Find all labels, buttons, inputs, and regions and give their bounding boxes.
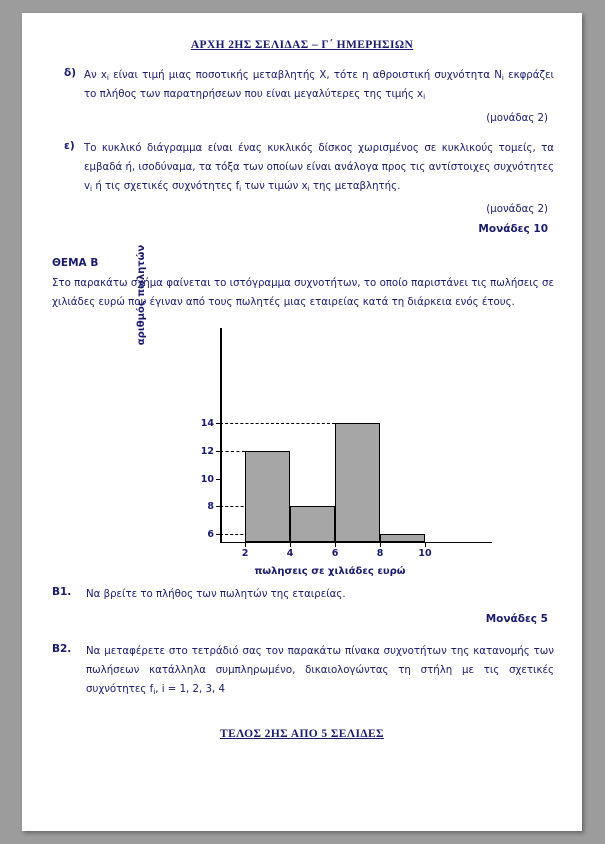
question-epsilon-text-3: των τιμών x — [241, 180, 308, 192]
question-epsilon-text-1: Το κυκλικό διάγραμμα είναι ένας κυκλικός δίσκος χωρισμένος σε κυκλικούς τομείς, τα εμβαδά ή, ισοδύναμα, τα τόξα των οποίων είναι ανάλογα προς τις αντίστοιχες συχνότητες v — [84, 142, 554, 192]
chart-guide-14 — [220, 423, 335, 424]
question-b2-text-1: Να μεταφέρετε στο τετράδιό σας τον παρακάτω πίνακα συχνοτήτων της κατανομής των πωλήσεων κατάλληλα συμπληρωμένο, δικαιολογώντας τη στήλη με τις σχετικές συχνότητες f — [86, 645, 554, 695]
chart-x-tickmark-4 — [290, 542, 291, 547]
chart-x-tick-2: 2 — [241, 548, 249, 560]
chart-x-tick-4: 4 — [286, 548, 294, 560]
question-epsilon-units: (μονάδας 2) — [486, 204, 548, 216]
chart-y-tick-8: 8 — [207, 501, 214, 513]
chart-x-tick-8: 8 — [376, 548, 384, 560]
chart-y-tick-14: 14 — [200, 418, 214, 430]
chart-x-axis-label: πωλησεις σε χιλιάδες ευρώ — [254, 566, 406, 578]
question-delta-sub-3: i — [423, 91, 426, 101]
question-b1-units: Μονάδες 5 — [485, 612, 548, 625]
question-epsilon — [50, 140, 554, 197]
chart-x-tick-6: 6 — [331, 548, 339, 560]
question-epsilon-body — [84, 140, 554, 197]
document-page — [22, 13, 582, 831]
question-b2 — [50, 643, 554, 700]
histogram-bar-1 — [245, 451, 290, 542]
question-b2-text-2: , i = 1, 2, 3, 4 — [155, 683, 225, 695]
question-epsilon-sub-2: i — [239, 183, 242, 193]
theme-b-heading: ΘΕΜΑ Β — [52, 257, 99, 270]
chart-y-axis — [220, 328, 222, 543]
question-delta-text-2: είναι τιμή μιας ποσοτικής μεταβλητής X, τότε η αθροιστική συχνότητα N — [108, 70, 502, 81]
theme-a-total-units: Μονάδες 10 — [478, 223, 548, 236]
question-b2-body — [86, 643, 554, 700]
question-delta-units: (μονάδας 2) — [486, 112, 548, 124]
question-epsilon-text-4: της μεταβλητής. — [309, 180, 401, 192]
question-epsilon-text-2: ή τις σχετικές συχνότητες f — [92, 180, 240, 192]
question-epsilon-sub-3: i — [307, 183, 310, 193]
chart-y-tick-6: 6 — [207, 529, 214, 541]
chart-y-axis-label: αριθμός πωλητών — [136, 244, 147, 346]
chart-x-tickmark-10 — [425, 542, 426, 547]
chart-y-tickmark-10 — [216, 479, 221, 480]
question-b2-label: Β2. — [52, 642, 72, 655]
question-delta-sub-1: i — [106, 73, 109, 83]
chart-guide-12 — [220, 451, 245, 452]
question-delta — [50, 67, 554, 105]
chart-y-tick-12: 12 — [200, 446, 214, 458]
chart-x-tickmark-6 — [335, 542, 336, 547]
page-header-title: ΑΡΧΗ 2ΗΣ ΣΕΛΙΔΑΣ – Γ΄ ΗΜΕΡΗΣΙΩΝ — [190, 39, 414, 51]
question-b1-text: Να βρείτε το πλήθος των πωλητών της εταιρείας. — [86, 589, 346, 601]
question-delta-label: δ) — [64, 67, 77, 79]
question-delta-body — [84, 67, 554, 105]
chart-y-tick-10: 10 — [200, 474, 214, 486]
question-epsilon-sub-1: i — [90, 183, 93, 193]
question-delta-text-1: Αν x — [84, 70, 107, 81]
histogram-bar-2 — [290, 506, 335, 542]
question-b2-sub-1: i — [153, 686, 156, 696]
chart-x-tickmark-2 — [245, 542, 246, 547]
theme-b-intro: Στο παρακάτω σχήμα φαίνεται το ιστόγραμμα συχνοτήτων, το οποίο παριστάνει τις πωλήσεις σε χιλιάδες ευρώ που έγιναν από τους πωλητές μιας εταιρείας κατά τη διάρκεια ενός έτους. — [52, 278, 554, 308]
question-delta-sub-2: i — [501, 73, 504, 83]
question-b1 — [50, 586, 554, 605]
page-footer-title: ΤΕΛΟΣ 2ΗΣ ΑΠΟ 5 ΣΕΛΙΔΕΣ — [220, 727, 384, 740]
histogram-bar-4 — [380, 534, 425, 542]
question-b1-label: Β1. — [52, 586, 72, 599]
histogram-bar-3 — [335, 423, 380, 542]
question-epsilon-label: ε) — [64, 139, 75, 152]
document-content — [22, 67, 582, 700]
chart-x-tick-10: 10 — [418, 548, 432, 560]
question-delta-text-3: εκφράζει το πλήθος των παρατηρήσεων που είναι μεγαλύτερες της τιμής x — [84, 70, 554, 100]
chart-x-tickmark-8 — [380, 542, 381, 547]
